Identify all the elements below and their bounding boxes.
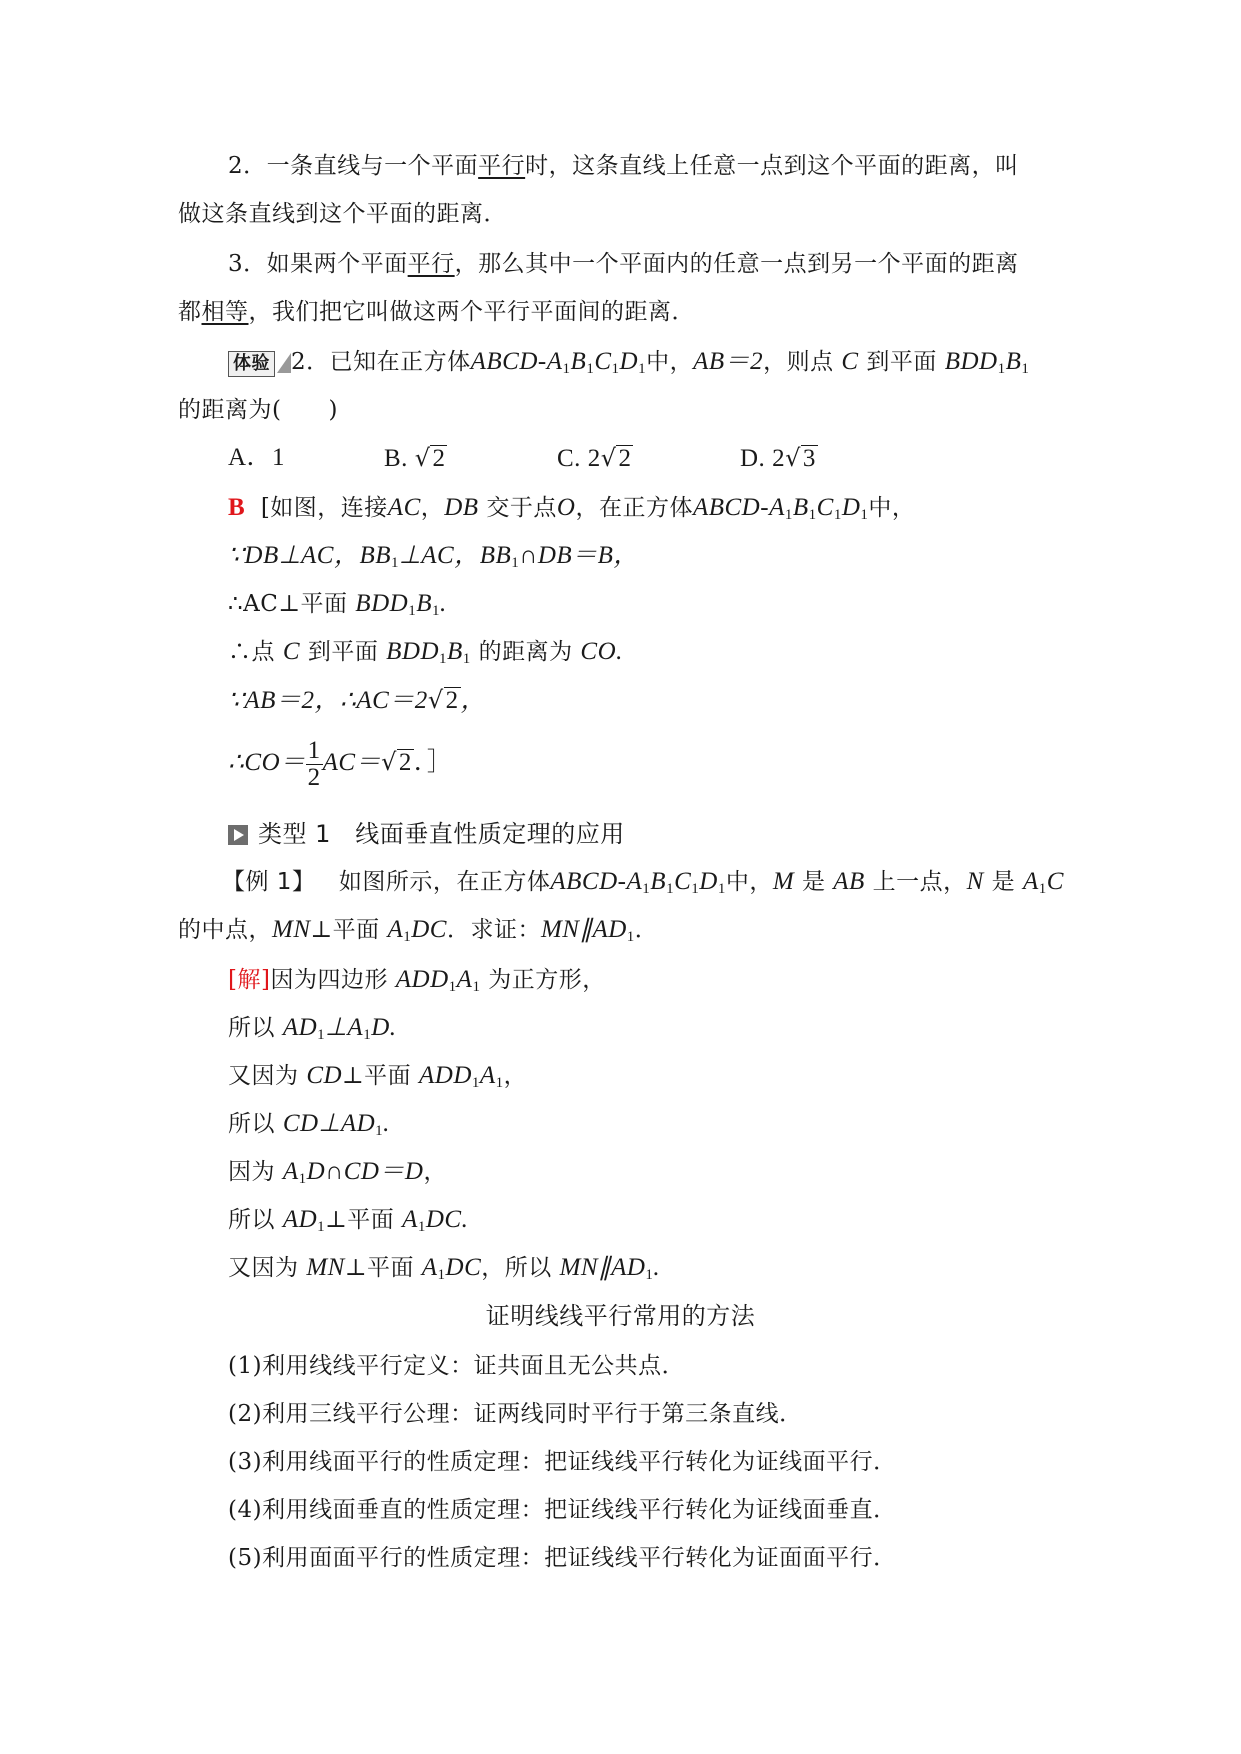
para-2-line-1: 2．一条直线与一个平面平行时，这条直线上任意一点到这个平面的距离，叫 [228,153,1019,179]
option-a: A．1 [228,444,286,471]
example-1-tag: 【例 1】 [222,869,316,895]
para-3-line-2: 都相等，我们把它叫做这两个平行平面间的距离． [178,299,695,325]
solution-line-5: ∵AB＝2，∴AC＝2√2， [228,686,487,714]
exercise-2-line-2: 的距离为( ) [178,397,338,423]
proof-line-4: 所以 $CD\perp AD_1$. [228,1110,390,1139]
method-item-1: (1)利用线线平行定义：证共面且无公共点． [228,1353,686,1379]
para-3-line-1: 3．如果两个平面平行，那么其中一个平面内的任意一点到另一个平面的距离 [228,251,1019,277]
proof-line-5: 因为 $A_1D\cap CD=D$， [228,1158,447,1187]
option-d: D. 2√3 [740,444,816,472]
option-b: B. √2 [384,444,446,472]
solution-line-1: B [如图，连接AC，DB 交于点O，在正方体ABCD-$A_1B_1C_1D_1$中， [228,494,916,523]
option-c: C. 2√2 [557,444,632,472]
proof-line-1: [解]因为四边形 $ADD_1A_1$ 为正方形， [228,966,606,995]
proof-line-7: 又因为 MN⊥平面 $A_1DC$，所以 $MN\parallel AD_1$. [228,1254,661,1283]
para-2-line-2: 做这条直线到这个平面的距离． [178,201,507,227]
example-1-line-2: 的中点，MN⊥平面 $A_1DC$．求证：$MN\parallel AD_1$． [178,916,659,945]
example-1-line-1: 【例 1】 如图所示，在正方体ABCD-$A_1B_1C_1D_1$中，M 是 AB 上一点，N 是 $A_1C$ [222,868,1064,897]
methods-title: 证明线线平行常用的方法 [485,1302,756,1330]
solution-line-3: ∴AC⊥平面 $BDD_1B_1$. [228,590,447,619]
proof-line-2: 所以 $AD_1\perp A_1D$. [228,1014,397,1043]
experience-tag: 体验 [228,351,275,377]
answer-label: B [228,494,246,521]
play-icon [228,825,248,845]
proof-line-6: 所以 $AD_1\perp$平面 $A_1DC$. [228,1206,469,1235]
method-item-3: (3)利用线面平行的性质定理：把证线线平行转化为证线面平行． [228,1449,897,1475]
method-item-5: (5)利用面面平行的性质定理：把证线线平行转化为证面面平行． [228,1545,897,1571]
tag-corner-icon [277,353,291,373]
solution-tag: [解] [228,967,271,993]
method-item-4: (4)利用线面垂直的性质定理：把证线线平行转化为证线面垂直． [228,1497,897,1523]
exercise-2-line-1: 体验 2．已知在正方体ABCD-$A_1B_1C_1D_1$中，AB＝2，则点 C 到平面 $BDD_1B_1$ [228,346,1029,378]
solution-line-4: ∴点 C 到平面 $BDD_1B_1$ 的距离为 CO. [228,638,623,667]
solution-line-2: ∵DB⊥AC，$BB_1\perp AC$，$BB_1\cap DB=B$， [228,542,639,571]
section-heading-type-1: 类型 1 线面垂直性质定理的应用 [228,818,625,850]
proof-line-3: 又因为 CD⊥平面 $ADD_1A_1$， [228,1062,528,1091]
solution-line-6: ∴CO＝ $\frac{1}{2}$ AC＝√2．］ [228,737,453,791]
method-item-2: (2)利用三线平行公理：证两线同时平行于第三条直线． [228,1401,803,1427]
